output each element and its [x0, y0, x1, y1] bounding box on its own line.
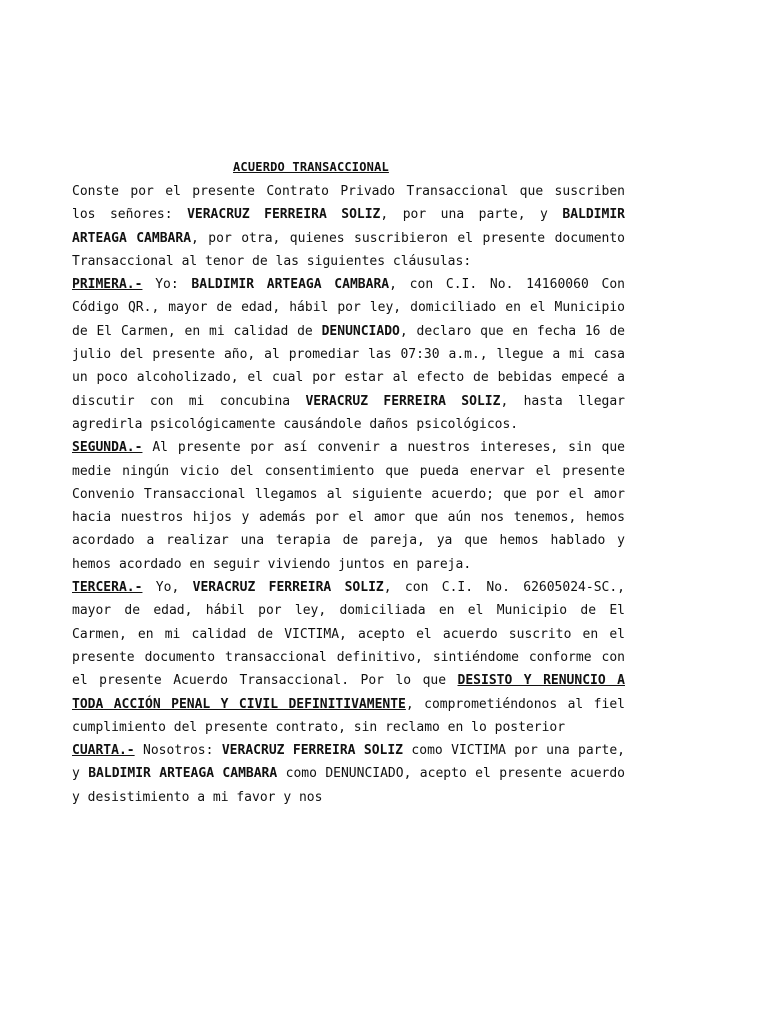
- intro-text-3: , por otra, quienes suscribieron el presente documento Transaccional al tenor de las siguientes cláusulas:: [72, 230, 626, 269]
- tercera-name: VERACRUZ FERREIRA SOLIZ: [192, 580, 384, 596]
- tercera-clause-emphasis: DESISTO Y RENUNCIO A TODA ACCIÓN PENAL Y CIVIL DEFINITIVAMENTE: [72, 673, 625, 712]
- clause-primera: [72, 273, 625, 436]
- segunda-text: Al presente por así convenir a nuestros intereses, sin que medie ningún vicio del consentimiento que pueda enervar el presente Convenio Transaccional llegamos al siguiente acuerdo; que por el amor hacia nuestros hijos y además por el amor que aún nos tenemos, hemos acordado a realizar una terapia de pareja, ya que hemos hablado y hemos acordado en seguir viviendo juntos en pareja.: [72, 440, 625, 572]
- primera-text-1: Yo:: [142, 277, 192, 293]
- clause-heading-segunda: SEGUNDA.-: [72, 440, 143, 456]
- primera-name: BALDIMIR ARTEAGA CAMBARA: [191, 277, 390, 293]
- primera-text-2: , con C.I. No. 14160060 Con Código QR., mayor de edad, hábil por ley, domiciliado en el Municipio de El Carmen, en mi calidad de: [72, 277, 625, 339]
- clause-heading-tercera: TERCERA.-: [72, 580, 143, 596]
- clause-segunda: [72, 436, 625, 576]
- document-title: ACUERDO TRANSACCIONAL: [233, 160, 389, 174]
- clause-heading-primera: PRIMERA.-: [72, 277, 143, 293]
- primera-text-3: , declaro que en fecha 16 de julio del presente año, al promediar las 07:30 a.m., llegue a mi casa un poco alcoholizado, el cual por estar al efecto de bebidas empecé a discutir con mi concubina: [72, 323, 625, 409]
- document-body: [72, 180, 625, 809]
- cuarta-text-2: como VICTIMA por una parte, y: [72, 743, 626, 782]
- clause-heading-cuarta: CUARTA.-: [72, 743, 135, 759]
- tercera-text-1: Yo,: [142, 580, 193, 596]
- intro-text-2: , por una parte, y: [380, 207, 563, 223]
- tercera-text-3: , comprometiéndonos al fiel cumplimiento del presente contrato, sin reclamo en lo posterior: [72, 696, 625, 735]
- tercera-text-2: , con C.I. No. 62605024-SC., mayor de edad, hábil por ley, domiciliada en el Municipio de El Carmen, en mi calidad de VICTIMA, acepto el acuerdo suscrito en el presente documento transaccional definitivo, sintiéndome conforme con el presente Acuerdo Transaccional. Por lo que: [72, 580, 625, 689]
- cuarta-text-1: Nosotros:: [134, 743, 222, 759]
- cuarta-name-1: VERACRUZ FERREIRA SOLIZ: [221, 743, 404, 759]
- party-name-2: BALDIMIR ARTEAGA CAMBARA: [72, 207, 625, 246]
- clause-cuarta: [72, 739, 625, 809]
- cuarta-name-2: BALDIMIR ARTEAGA CAMBARA: [88, 766, 278, 782]
- intro-paragraph: [72, 180, 625, 273]
- primera-role: DENUNCIADO: [321, 323, 400, 339]
- cuarta-text-3: como DENUNCIADO, acepto el presente acuerdo y desistimiento a mi favor y nos: [72, 766, 626, 805]
- primera-name-2: VERACRUZ FERREIRA SOLIZ: [305, 393, 501, 409]
- party-name-1: VERACRUZ FERREIRA SOLIZ: [187, 207, 381, 223]
- intro-text-1: Conste por el presente Contrato Privado Transaccional que suscriben los señores:: [72, 184, 625, 223]
- clause-tercera: [72, 576, 625, 739]
- primera-text-4: , hasta llegar agredirla psicológicamente causándole daños psicológicos.: [72, 393, 626, 432]
